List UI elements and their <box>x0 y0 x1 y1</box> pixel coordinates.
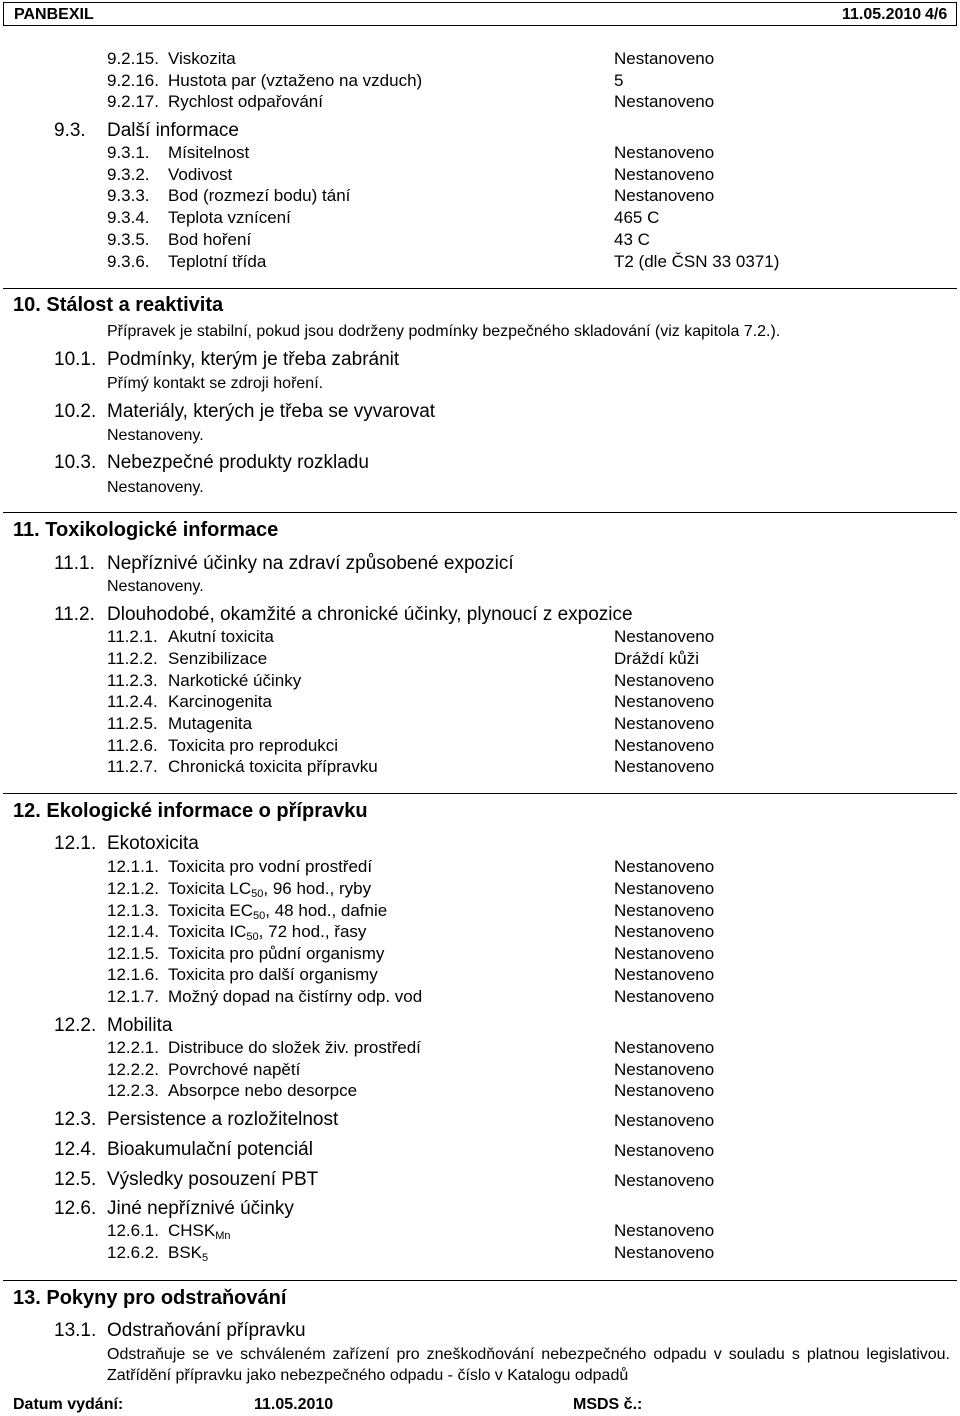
subsection-num: 11.2. <box>54 604 95 625</box>
row-num: 9.3.3. <box>107 186 150 205</box>
row-label: Viskozita <box>168 49 236 68</box>
section-rule <box>3 288 957 289</box>
row-num: 9.3.4. <box>107 208 150 227</box>
row-num: 11.2.4. <box>107 692 158 711</box>
row-value: T2 (dle ČSN 33 0371) <box>614 252 780 271</box>
row-label-sub: Mn <box>215 1230 231 1242</box>
disposal-text: Odstraňuje se ve schváleném zařízení pro zneškodňování nebezpečného odpadu v souladu s platnou legislativou. Zatřídění přípravku jako nebezpečného odpadu - číslo v Katalogu odpadů <box>107 1346 950 1384</box>
footer-label: Datum vydání: <box>13 1396 124 1413</box>
row-num: 12.1.4. <box>107 922 159 941</box>
row-value: Nestanoveno <box>614 671 715 690</box>
row-num: 12.1.3. <box>107 901 159 920</box>
section-title-10: 10. Stálost a reaktivita <box>13 294 224 316</box>
subsection-title: Další informace <box>107 120 239 141</box>
row-num: 12.2.1. <box>107 1038 159 1057</box>
row-num: 11.2.1. <box>107 627 158 646</box>
row-label-a: Toxicita IC <box>168 922 247 941</box>
subsection-num: 9.3. <box>54 120 86 141</box>
row-value: Nestanoveno <box>614 1060 715 1079</box>
row-num: 11.2.2. <box>107 649 158 668</box>
row-num: 9.3.5. <box>107 230 150 249</box>
row-label: Vodivost <box>168 165 233 184</box>
row-num: 12.2.3. <box>107 1081 159 1100</box>
row-label: Bod hoření <box>168 230 252 249</box>
subsection-title: Persistence a rozložitelnost <box>107 1109 339 1130</box>
row-label-a: BSK <box>168 1243 203 1262</box>
row-num: 9.3.6. <box>107 252 150 271</box>
row-value: Nestanoveno <box>614 692 715 711</box>
subsection-num: 12.5. <box>54 1169 97 1190</box>
row-value: Nestanoveno <box>614 1111 715 1130</box>
row-label: Senzibilizace <box>168 649 268 668</box>
row-label: Distribuce do složek živ. prostředí <box>168 1038 421 1057</box>
subsection-title: Mobilita <box>107 1015 173 1036</box>
row-num: 9.3.2. <box>107 165 150 184</box>
row-num: 11.2.7. <box>107 757 158 776</box>
subsection-title: Ekotoxicita <box>107 833 199 854</box>
row-value: Nestanoveno <box>614 49 715 68</box>
row-value: Nestanoveno <box>614 736 715 755</box>
section-rule <box>3 1280 957 1281</box>
row-label: Akutní toxicita <box>168 627 274 646</box>
row-num: 9.2.17. <box>107 92 159 111</box>
row-value: Nestanoveno <box>614 1243 715 1262</box>
subsection-title: Jiné nepříznivé účinky <box>107 1198 294 1219</box>
row-num: 12.1.5. <box>107 944 159 963</box>
row-num: 12.1.6. <box>107 965 159 984</box>
row-label: Teplotní třída <box>168 252 267 271</box>
row-label: Povrchové napětí <box>168 1060 301 1079</box>
product-name: PANBEXIL <box>14 6 94 23</box>
row-value: Nestanoveno <box>614 757 715 776</box>
page-footer <box>0 1392 960 1416</box>
subsection-text: Nestanoveny. <box>107 479 204 496</box>
subsection-num: 10.3. <box>54 452 97 473</box>
row-num: 12.1.2. <box>107 879 159 898</box>
subsection-num: 12.3. <box>54 1109 97 1130</box>
row-label: Toxicita pro reprodukci <box>168 736 339 755</box>
row-label <box>168 1221 231 1241</box>
row-label: Mutagenita <box>168 714 253 733</box>
subsection-num: 10.1. <box>54 349 97 370</box>
row-value: Nestanoveno <box>614 1221 715 1240</box>
footer-msds: MSDS č.: <box>573 1396 643 1413</box>
subsection-num: 12.2. <box>54 1015 97 1036</box>
row-value: Nestanoveno <box>614 1081 715 1100</box>
row-value: Nestanoveno <box>614 944 715 963</box>
section-title-11: 11. Toxikologické informace <box>13 519 279 541</box>
section-rule <box>3 793 957 794</box>
row-num: 12.6.2. <box>107 1243 159 1262</box>
row-value: Nestanoveno <box>614 92 715 111</box>
row-value: Nestanoveno <box>614 857 715 876</box>
row-value: 465 C <box>614 208 660 227</box>
row-label-a: Toxicita EC <box>168 901 254 920</box>
subsection-num: 10.2. <box>54 401 97 422</box>
row-value: Nestanoveno <box>614 143 715 162</box>
footer-date: 11.05.2010 <box>254 1396 334 1413</box>
row-value: Nestanoveno <box>614 714 715 733</box>
row-num: 12.1.7. <box>107 987 159 1006</box>
row-value: Nestanoveno <box>614 186 715 205</box>
row-label-b: , 48 hod., dafnie <box>265 901 388 920</box>
subsection-title: Odstraňování přípravku <box>107 1320 306 1341</box>
row-num: 11.2.6. <box>107 736 158 755</box>
row-label-sub: 50 <box>246 931 259 943</box>
row-label: Rychlost odpařování <box>168 92 323 111</box>
subsection-num: 12.1. <box>54 833 97 854</box>
page-header <box>3 2 957 26</box>
row-num: 9.2.15. <box>107 49 159 68</box>
row-label: Hustota par (vztaženo na vzduch) <box>168 71 423 90</box>
row-label <box>168 1243 208 1263</box>
row-label-sub: 50 <box>251 888 264 900</box>
row-label-a: CHSK <box>168 1221 216 1240</box>
row-label-sub: 5 <box>202 1252 209 1264</box>
subsection-title: Nebezpečné produkty rozkladu <box>107 452 369 473</box>
row-label-b: , 72 hod., řasy <box>258 922 367 941</box>
row-label: Toxicita pro půdní organismy <box>168 944 385 963</box>
row-label-a: Toxicita LC <box>168 879 252 898</box>
row-value: Nestanoveno <box>614 1171 715 1190</box>
subsection-title: Materiály, kterých je třeba se vyvarovat <box>107 401 436 422</box>
subsection-title: Nepříznivé účinky na zdraví způsobené expozicí <box>107 553 514 574</box>
row-num: 12.6.1. <box>107 1221 159 1240</box>
subsection-text: Nestanoveny. <box>107 578 204 595</box>
row-value: Nestanoveno <box>614 922 715 941</box>
subsection-title: Podmínky, kterým je třeba zabránit <box>107 349 400 370</box>
row-value: Nestanoveno <box>614 627 715 646</box>
subsection-num: 11.1. <box>54 553 95 574</box>
row-value: Nestanoveno <box>614 165 715 184</box>
row-label: Mísitelnost <box>168 143 250 162</box>
row-value: Dráždí kůži <box>614 649 700 668</box>
section-title-12: 12. Ekologické informace o přípravku <box>13 800 368 822</box>
row-value: Nestanoveno <box>614 879 715 898</box>
section-rule <box>3 512 957 513</box>
row-label: Narkotické účinky <box>168 671 302 690</box>
row-num: 11.2.3. <box>107 671 158 690</box>
subsection-title: Bioakumulační potenciál <box>107 1139 313 1160</box>
row-value: Nestanoveno <box>614 965 715 984</box>
row-label: Bod (rozmezí bodu) tání <box>168 186 351 205</box>
row-value: Nestanoveno <box>614 987 715 1006</box>
subsection-num: 12.4. <box>54 1139 97 1160</box>
subsection-text: Přímý kontakt se zdroji hoření. <box>107 375 324 392</box>
row-label: Karcinogenita <box>168 692 272 711</box>
row-num: 12.2.2. <box>107 1060 159 1079</box>
subsection-text: Nestanoveny. <box>107 427 204 444</box>
subsection-title: Dlouhodobé, okamžité a chronické účinky, plynoucí z expozice <box>107 604 633 625</box>
row-num: 9.3.1. <box>107 143 150 162</box>
row-label: Možný dopad na čistírny odp. vod <box>168 987 423 1006</box>
row-label: Chronická toxicita přípravku <box>168 757 378 776</box>
subsection-num: 12.6. <box>54 1198 97 1219</box>
row-label <box>168 922 366 942</box>
subsection-num: 13.1. <box>54 1320 97 1341</box>
section-title-13: 13. Pokyny pro odstraňování <box>13 1287 287 1309</box>
row-value: 43 C <box>614 230 650 249</box>
row-label: Absorpce nebo desorpce <box>168 1081 358 1100</box>
header-date: 11.05.2010 <box>842 6 922 23</box>
row-label-sub: 50 <box>253 910 266 922</box>
row-label: Toxicita pro vodní prostředí <box>168 857 373 876</box>
row-value: 5 <box>614 71 624 90</box>
row-label: Teplota vznícení <box>168 208 291 227</box>
row-num: 11.2.5. <box>107 714 158 733</box>
row-label: Toxicita pro další organismy <box>168 965 378 984</box>
row-num: 12.1.1. <box>107 857 159 876</box>
subsection-title: Výsledky posouzení PBT <box>107 1169 319 1190</box>
row-label <box>168 901 387 921</box>
row-label <box>168 879 371 899</box>
row-num: 9.2.16. <box>107 71 159 90</box>
row-value: Nestanoveno <box>614 901 715 920</box>
row-value: Nestanoveno <box>614 1038 715 1057</box>
row-label-b: , 96 hod., ryby <box>263 879 372 898</box>
page-number: 4/6 <box>925 6 948 23</box>
row-value: Nestanoveno <box>614 1141 715 1160</box>
section-intro: Přípravek je stabilní, pokud jsou dodrženy podmínky bezpečného skladování (viz kapitola 7.2.). <box>107 323 781 340</box>
